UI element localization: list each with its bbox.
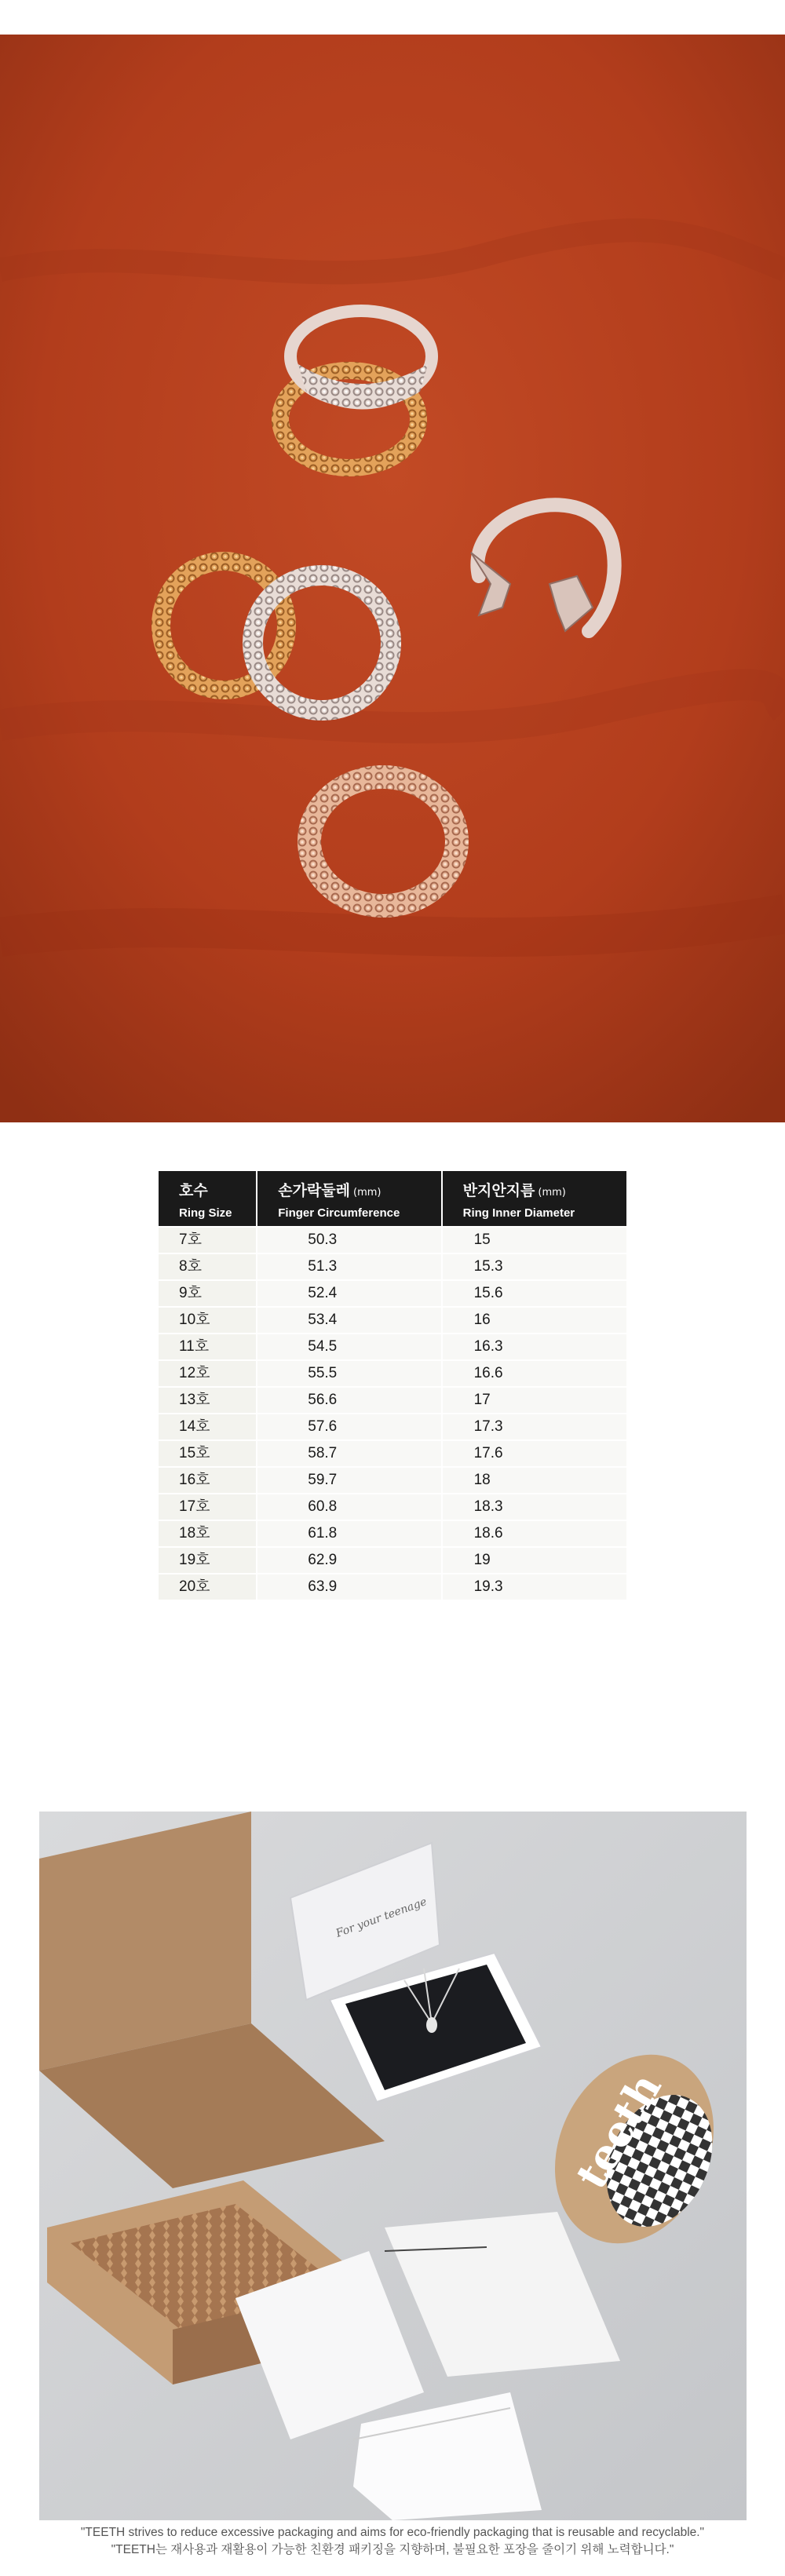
header-finger-circumference [257, 1171, 440, 1226]
packaging-photo [39, 1812, 747, 2520]
cell-diameter: 15 [443, 1228, 626, 1253]
cell-circumference: 62.9 [257, 1548, 440, 1573]
cell-diameter: 18 [443, 1468, 626, 1493]
cell-diameter: 19.3 [443, 1574, 626, 1600]
table-header-row [159, 1171, 626, 1226]
header-en: Finger Circumference [278, 1206, 400, 1220]
cell-circumference: 61.8 [257, 1521, 440, 1546]
table-row [159, 1574, 626, 1600]
table-row [159, 1228, 626, 1253]
table-row [159, 1548, 626, 1573]
cell-circumference: 55.5 [257, 1361, 440, 1386]
cell-circumference: 50.3 [257, 1228, 440, 1253]
table-row [159, 1494, 626, 1520]
cell-circumference: 52.4 [257, 1281, 440, 1306]
cell-circumference: 58.7 [257, 1441, 440, 1466]
cell-size: 15호 [159, 1441, 256, 1466]
table-row [159, 1334, 626, 1359]
header-en: Ring Size [179, 1206, 232, 1220]
header-unit: (mm) [353, 1187, 382, 1199]
cell-size: 19호 [159, 1548, 256, 1573]
caption-line-ko: "TEETH는 재사용과 재활용이 가능한 친환경 패키징을 지향하며, 불필요한 포장을 줄이기 위해 노력합니다." [111, 2543, 674, 2556]
cell-circumference: 53.4 [257, 1308, 440, 1333]
cell-diameter: 16.3 [443, 1334, 626, 1359]
cell-size: 7호 [159, 1228, 256, 1253]
ring-size-table [157, 1169, 628, 1601]
table-row [159, 1468, 626, 1493]
table-row [159, 1308, 626, 1333]
cell-size: 18호 [159, 1521, 256, 1546]
hero-product-photo [0, 35, 785, 1122]
cell-circumference: 57.6 [257, 1414, 440, 1439]
cell-circumference: 60.8 [257, 1494, 440, 1520]
cell-circumference: 56.6 [257, 1388, 440, 1413]
cell-diameter: 18.6 [443, 1521, 626, 1546]
table-row [159, 1441, 626, 1466]
cell-circumference: 51.3 [257, 1254, 440, 1279]
header-en: Ring Inner Diameter [462, 1206, 575, 1220]
table-row [159, 1254, 626, 1279]
cell-size: 10호 [159, 1308, 256, 1333]
cell-diameter: 17.3 [443, 1414, 626, 1439]
cell-size: 11호 [159, 1334, 256, 1359]
tape-text: teeth [565, 2064, 671, 2198]
cell-diameter: 17.6 [443, 1441, 626, 1466]
cell-diameter: 16.6 [443, 1361, 626, 1386]
cell-circumference: 54.5 [257, 1334, 440, 1359]
header-ko: 반지안지름 [462, 1182, 535, 1199]
cell-diameter: 19 [443, 1548, 626, 1573]
card-text: For your teenage [334, 1896, 429, 1940]
table-row [159, 1361, 626, 1386]
table-row [159, 1388, 626, 1413]
cell-diameter: 15.3 [443, 1254, 626, 1279]
table-row [159, 1281, 626, 1306]
cell-diameter: 17 [443, 1388, 626, 1413]
cell-size: 8호 [159, 1254, 256, 1279]
cell-size: 14호 [159, 1414, 256, 1439]
header-ring-size [159, 1171, 256, 1226]
cell-diameter: 15.6 [443, 1281, 626, 1306]
cell-size: 13호 [159, 1388, 256, 1413]
cell-size: 16호 [159, 1468, 256, 1493]
header-unit: (mm) [538, 1187, 566, 1199]
header-ko: 손가락둘레 [278, 1182, 351, 1199]
cell-diameter: 16 [443, 1308, 626, 1333]
cell-size: 9호 [159, 1281, 256, 1306]
table-row [159, 1521, 626, 1546]
caption-line-en: "TEETH strives to reduce excessive packaging and aims for eco-friendly packaging that is reusable and recyclable." [80, 2526, 705, 2539]
cell-circumference: 63.9 [257, 1574, 440, 1600]
table-row [159, 1414, 626, 1439]
header-ko: 호수 [179, 1182, 208, 1199]
cell-circumference: 59.7 [257, 1468, 440, 1493]
cell-size: 12호 [159, 1361, 256, 1386]
cell-size: 17호 [159, 1494, 256, 1520]
cell-diameter: 18.3 [443, 1494, 626, 1520]
packaging-caption [0, 2524, 785, 2559]
cell-size: 20호 [159, 1574, 256, 1600]
header-ring-inner-diameter [443, 1171, 626, 1226]
